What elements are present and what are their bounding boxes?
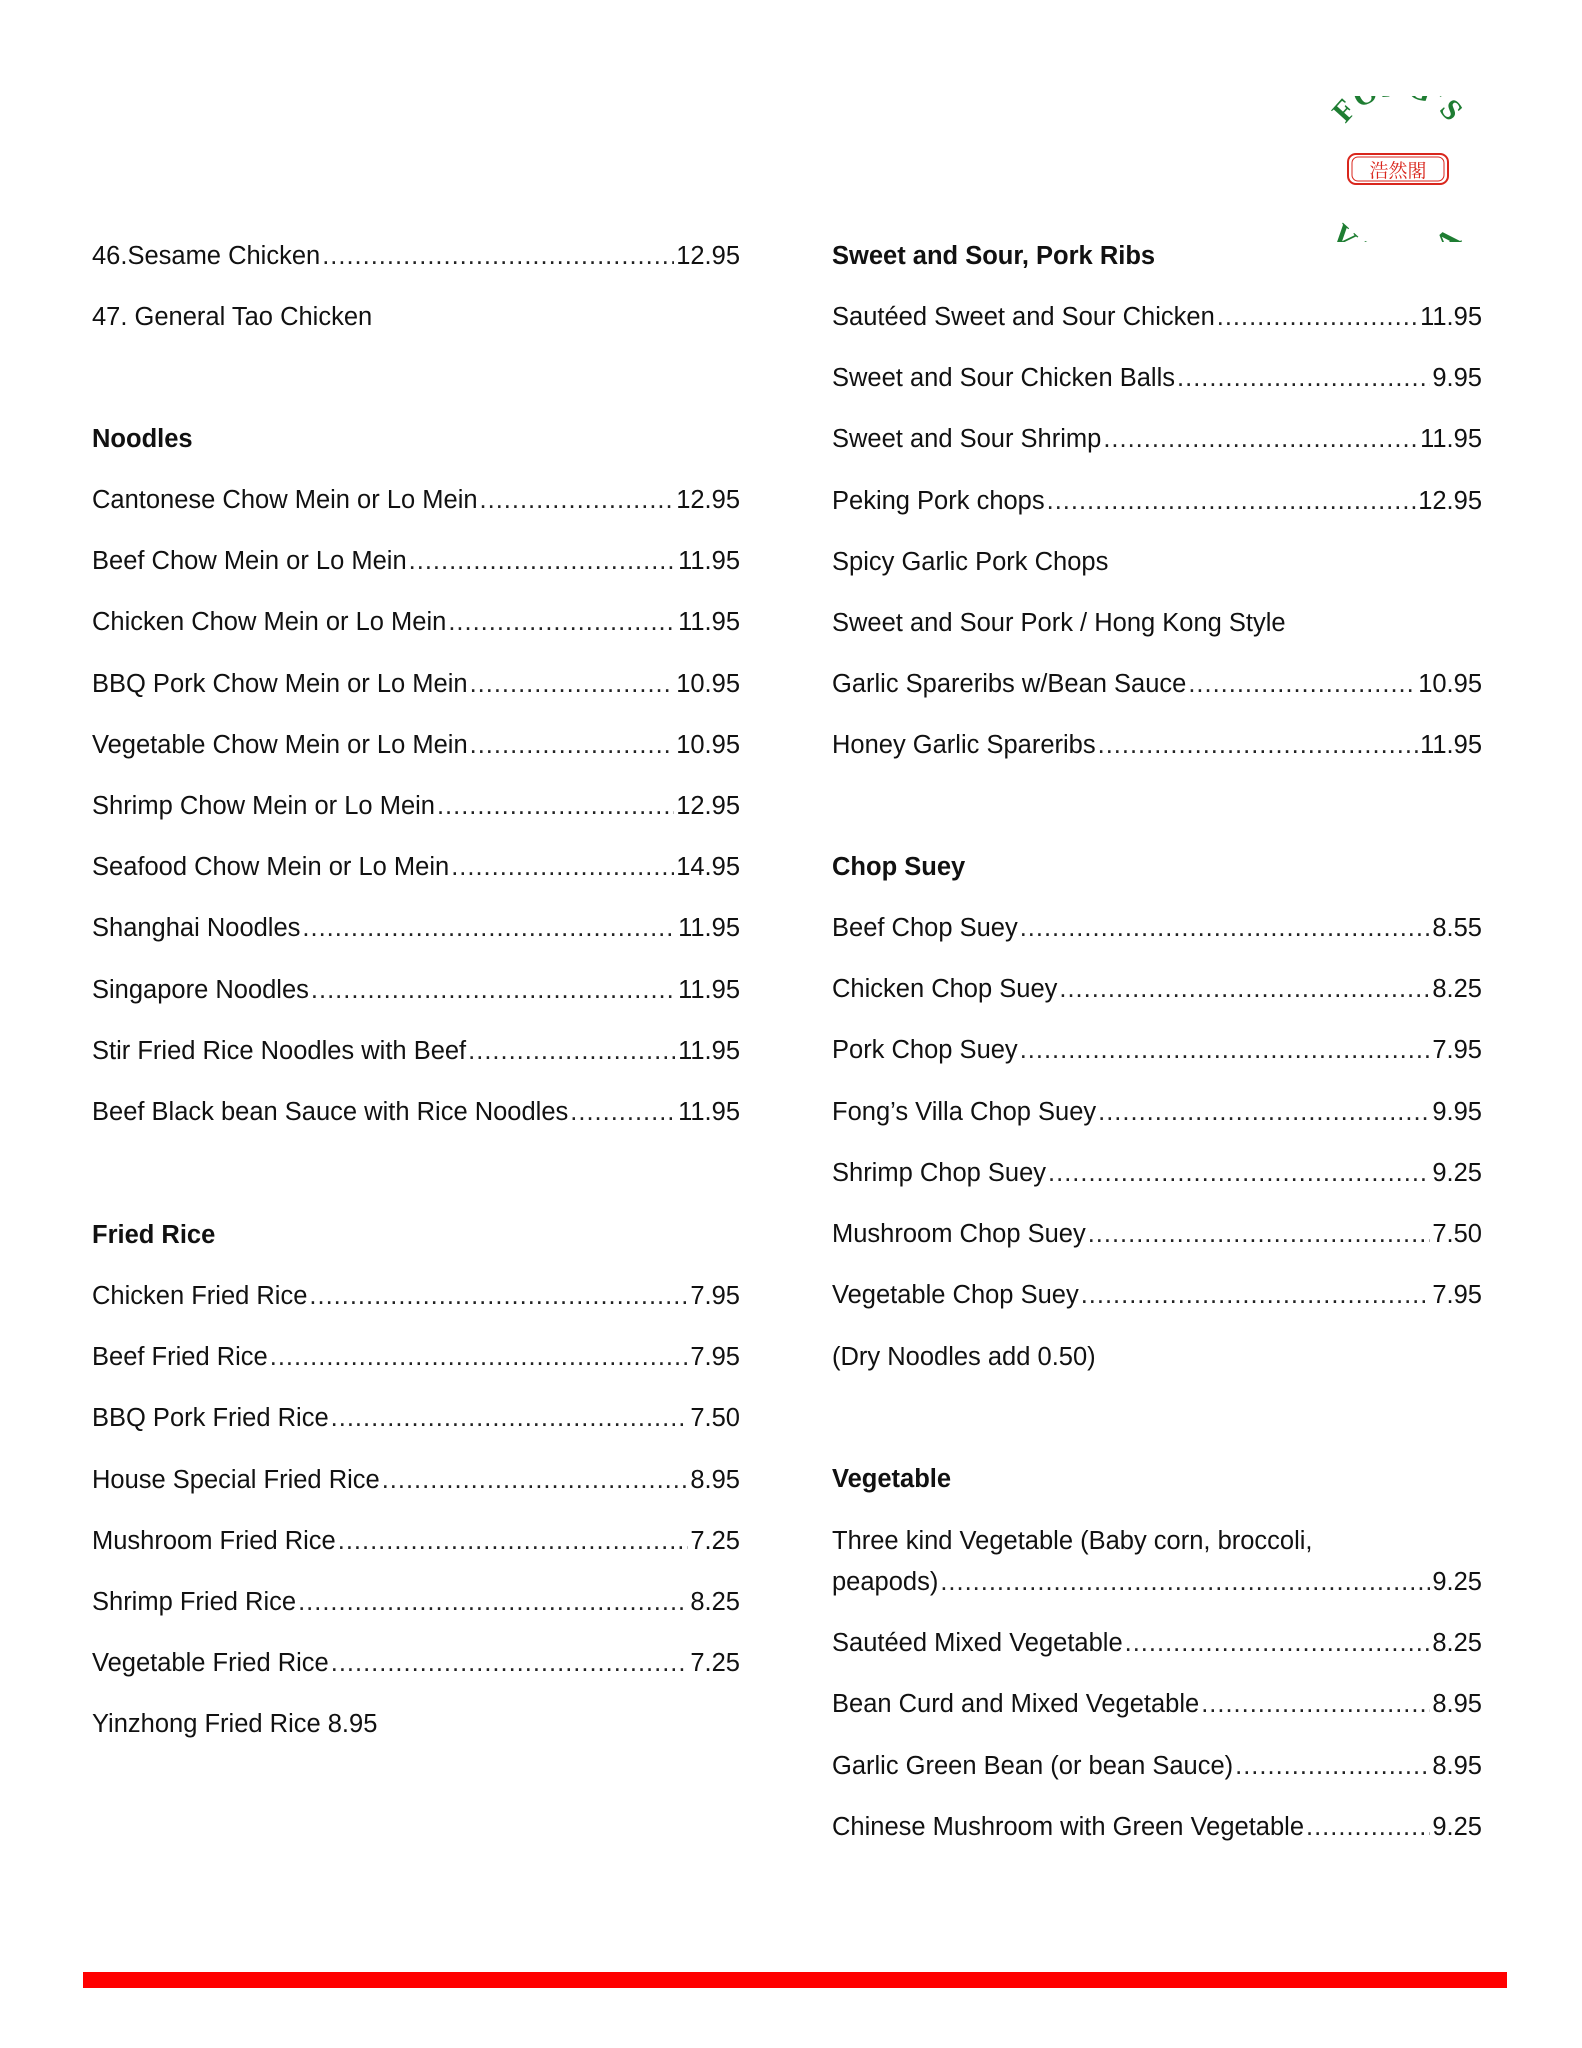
item-name: Stir Fried Rice Noodles with Beef	[92, 1036, 467, 1065]
leader-dots	[451, 851, 674, 883]
item-name: Three kind Vegetable (Baby corn, broccoli,	[832, 1527, 1313, 1555]
item-name: Shrimp Chop Suey	[832, 1158, 1047, 1187]
menu-item	[92, 1647, 740, 1679]
item-name: Mushroom Fried Rice	[92, 1526, 336, 1555]
menu-item	[92, 1586, 740, 1618]
leader-dots	[1047, 485, 1417, 517]
menu-item	[832, 1688, 1482, 1720]
menu-item	[832, 1279, 1482, 1311]
item-price: 7.25	[690, 1526, 740, 1555]
menu-item	[92, 1341, 740, 1373]
item-price: 7.50	[690, 1404, 740, 1433]
leader-dots	[309, 1280, 688, 1312]
item-name: Sweet and Sour Pork / Hong Kong Style	[832, 609, 1286, 637]
menu-item	[832, 973, 1482, 1005]
item-price: 11.95	[678, 1098, 740, 1126]
item-name: Sautéed Mixed Vegetable	[832, 1629, 1123, 1658]
item-price: 14.95	[676, 853, 740, 882]
item-name: Cantonese Chow Mein or Lo Mein	[92, 486, 478, 514]
item-name: Yinzhong Fried Rice 8.95	[92, 1710, 378, 1738]
item-name: Beef Fried Rice	[92, 1343, 268, 1372]
menu-item	[92, 301, 740, 333]
leader-dots	[470, 729, 675, 761]
leader-dots	[322, 240, 674, 272]
item-name: Seafood Chow Mein or Lo Mein	[92, 853, 450, 882]
leader-dots	[311, 974, 676, 1006]
item-name: Vegetable Chop Suey	[832, 1281, 1079, 1310]
leader-dots	[270, 1341, 689, 1373]
item-price: 9.95	[1432, 364, 1482, 393]
leader-dots	[1081, 1279, 1431, 1311]
item-name: BBQ Pork Fried Rice	[92, 1404, 329, 1433]
item-price: 7.95	[1432, 1281, 1482, 1310]
item-price: 12.95	[676, 486, 740, 514]
leader-dots	[1020, 912, 1431, 944]
item-name: Sautéed Sweet and Sour Chicken	[832, 303, 1215, 331]
leader-dots	[1306, 1811, 1430, 1843]
menu-item	[92, 912, 740, 944]
leader-dots	[480, 484, 675, 516]
item-price: 11.95	[678, 914, 740, 943]
item-price: 11.95	[1420, 425, 1482, 454]
item-name: Chinese Mushroom with Green Vegetable	[832, 1812, 1305, 1841]
item-name: Sweet and Sour Chicken Balls	[832, 364, 1176, 393]
item-price: 8.95	[1432, 1690, 1482, 1719]
item-price: 11.95	[1420, 731, 1482, 760]
item-price: 11.95	[678, 975, 740, 1004]
menu-item	[832, 912, 1482, 944]
item-price: 8.95	[690, 1465, 740, 1494]
menu-item	[92, 729, 740, 761]
item-price: 11.95	[1420, 303, 1482, 331]
item-price: 10.95	[676, 669, 740, 698]
leader-dots	[468, 1035, 676, 1067]
menu-item	[92, 1035, 740, 1067]
menu-item	[92, 668, 740, 700]
item-price: 7.95	[1432, 1036, 1482, 1065]
leader-dots	[1201, 1688, 1430, 1720]
item-price: 8.25	[1432, 975, 1482, 1004]
menu-item	[832, 362, 1482, 394]
item-price: 12.95	[676, 242, 740, 270]
menu-item	[832, 1566, 1482, 1598]
menu-item	[92, 1525, 740, 1557]
leader-dots	[1098, 729, 1418, 761]
menu-item	[92, 484, 740, 516]
leader-dots	[302, 912, 676, 944]
menu-item	[832, 729, 1482, 761]
fongs-villa-logo	[1318, 96, 1478, 242]
leader-dots	[1217, 301, 1418, 333]
menu-item	[832, 1218, 1482, 1250]
item-name: Bean Curd and Mixed Vegetable	[832, 1690, 1200, 1719]
leader-dots	[1020, 1034, 1431, 1066]
leader-dots	[409, 545, 676, 577]
menu-item	[832, 546, 1482, 578]
menu-item	[832, 485, 1482, 517]
menu-item	[832, 1157, 1482, 1189]
menu-item	[92, 240, 740, 272]
menu-item	[92, 790, 740, 822]
logo-text-top: F 'S	[1325, 96, 1471, 129]
menu-item	[832, 668, 1482, 700]
menu-item	[832, 1750, 1482, 1782]
leader-dots	[1235, 1750, 1430, 1782]
item-name: 47. General Tao Chicken	[92, 303, 373, 331]
item-price: 9.95	[1432, 1097, 1482, 1126]
item-price: 11.95	[678, 608, 740, 637]
logo-text-bottom: V A	[1324, 217, 1472, 242]
menu-item	[92, 545, 740, 577]
item-name: Honey Garlic Spareribs	[832, 731, 1096, 760]
item-name: Beef Chow Mein or Lo Mein	[92, 547, 407, 576]
item-name: House Special Fried Rice	[92, 1465, 380, 1494]
item-name: Beef Black bean Sauce with Rice Noodles	[92, 1098, 569, 1126]
menu-item	[92, 1096, 740, 1128]
leader-dots	[1103, 423, 1418, 455]
menu-item	[92, 974, 740, 1006]
menu-item	[92, 1464, 740, 1496]
leader-dots	[298, 1586, 688, 1618]
section-heading-fried-rice: Fried Rice	[92, 1221, 216, 1249]
leader-dots	[331, 1402, 689, 1434]
item-name: Spicy Garlic Pork Chops	[832, 547, 1109, 576]
leader-dots	[382, 1464, 689, 1496]
section-heading-vegetable: Vegetable	[832, 1465, 952, 1493]
dry-noodles-note: (Dry Noodles add 0.50)	[832, 1343, 1096, 1371]
menu-item	[92, 1280, 740, 1312]
item-price: 7.50	[1432, 1220, 1482, 1248]
menu-item	[92, 606, 740, 638]
leader-dots	[437, 790, 674, 822]
item-price: 9.25	[1432, 1158, 1482, 1187]
item-price: 7.95	[690, 1343, 740, 1372]
section-heading-sweet-sour: Sweet and Sour, Pork Ribs	[832, 242, 1156, 270]
menu-item	[92, 1708, 740, 1740]
item-name: Chicken Fried Rice	[92, 1282, 308, 1310]
menu-item	[92, 851, 740, 883]
item-price: 12.95	[676, 792, 740, 820]
item-price: 9.25	[1432, 1812, 1482, 1841]
item-price: 11.95	[678, 1036, 740, 1065]
leader-dots	[1125, 1627, 1431, 1659]
item-name: BBQ Pork Chow Mein or Lo Mein	[92, 669, 468, 698]
section-heading-noodles: Noodles	[92, 425, 193, 453]
leader-dots	[1088, 1218, 1431, 1250]
menu-item	[832, 1034, 1482, 1066]
item-name: Pork Chop Suey	[832, 1036, 1018, 1065]
svg-text:FONG'S	[1326, 96, 1470, 129]
item-name: Mushroom Chop Suey	[832, 1220, 1086, 1248]
leader-dots	[940, 1566, 1430, 1598]
menu-item	[832, 301, 1482, 333]
item-price: 8.25	[1432, 1629, 1482, 1658]
item-price: 9.25	[1432, 1568, 1482, 1596]
item-price: 7.95	[690, 1282, 740, 1310]
item-name: Shrimp Chow Mein or Lo Mein	[92, 792, 435, 820]
item-price: 8.95	[1432, 1751, 1482, 1780]
menu-item	[832, 423, 1482, 455]
item-name: Vegetable Chow Mein or Lo Mein	[92, 730, 468, 759]
menu-note	[832, 1341, 1482, 1373]
item-name: Shrimp Fried Rice	[92, 1588, 297, 1616]
item-name: Sweet and Sour Shrimp	[832, 425, 1102, 454]
leader-dots	[331, 1647, 689, 1679]
item-price: 10.95	[676, 730, 740, 759]
menu-item	[92, 1402, 740, 1434]
menu-item	[832, 1627, 1482, 1659]
item-name: Chicken Chow Mein or Lo Mein	[92, 608, 447, 637]
item-name: peapods)	[832, 1568, 939, 1596]
item-name: Peking Pork chops	[832, 486, 1045, 515]
leader-dots	[1177, 362, 1430, 394]
menu-item	[832, 1811, 1482, 1843]
footer-red-bar	[83, 1972, 1507, 1988]
menu-item	[832, 1096, 1482, 1128]
leader-dots	[570, 1096, 676, 1128]
item-name: Fong’s Villa Chop Suey	[832, 1097, 1097, 1126]
item-price: 12.95	[1418, 486, 1482, 515]
item-name: Garlic Green Bean (or bean Sauce)	[832, 1751, 1234, 1780]
item-name: Chicken Chop Suey	[832, 975, 1058, 1004]
item-name: Shanghai Noodles	[92, 914, 301, 943]
leader-dots	[1048, 1157, 1430, 1189]
menu-item	[832, 607, 1482, 639]
item-price: 10.95	[1418, 670, 1482, 699]
logo-chinese-text: 浩然閣	[1369, 160, 1427, 182]
leader-dots	[1188, 668, 1416, 700]
leader-dots	[1098, 1096, 1430, 1128]
item-name: Vegetable Fried Rice	[92, 1649, 329, 1678]
leader-dots	[338, 1525, 689, 1557]
item-name: Beef Chop Suey	[832, 914, 1018, 942]
menu-item-first-line	[832, 1525, 1482, 1557]
item-price: 11.95	[678, 547, 740, 576]
leader-dots	[1059, 973, 1430, 1005]
leader-dots	[470, 668, 675, 700]
leader-dots	[448, 606, 676, 638]
item-price: 8.55	[1432, 914, 1482, 942]
section-heading-chop-suey: Chop Suey	[832, 853, 966, 881]
svg-text:VILLA	[1325, 218, 1472, 242]
item-name: 46.Sesame Chicken	[92, 242, 321, 270]
item-name: Singapore Noodles	[92, 975, 309, 1004]
item-price: 7.25	[690, 1649, 740, 1678]
item-name: Garlic Spareribs w/Bean Sauce	[832, 670, 1187, 699]
item-price: 8.25	[690, 1588, 740, 1616]
